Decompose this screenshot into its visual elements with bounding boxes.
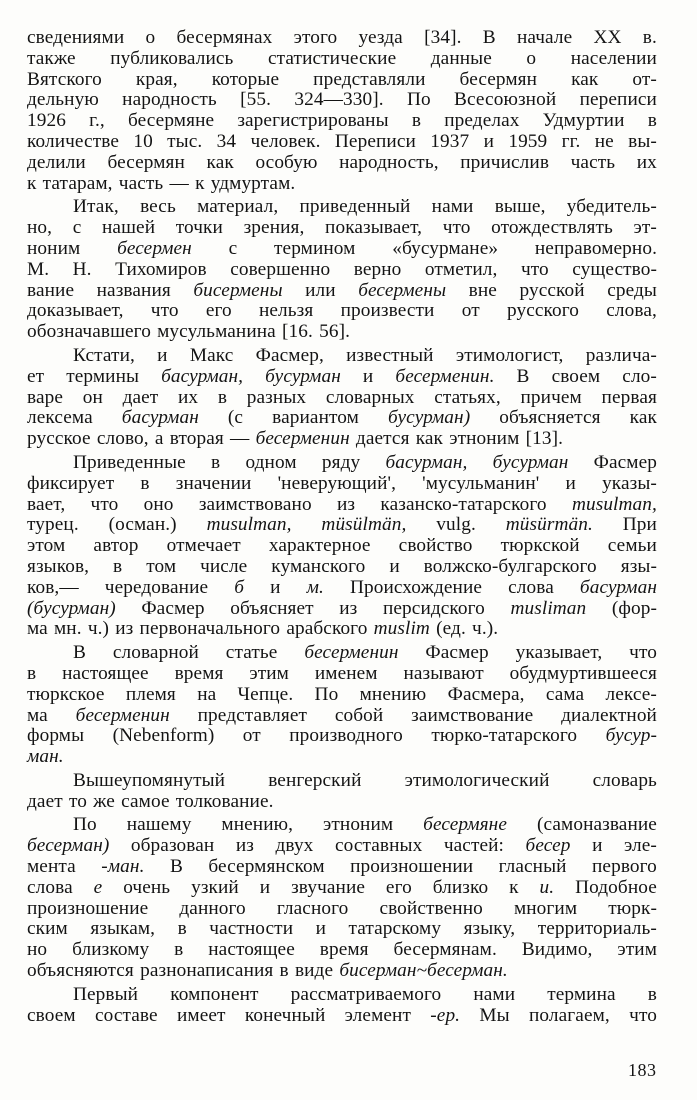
text-line: языков, в том числе куманского и волжско-булгарского язы- — [27, 555, 657, 577]
text-line: в настоящее время этим именем называют обудмуртившееся — [27, 662, 657, 684]
text-line: ским языкам, в частности и татарскому языку, территориаль- — [27, 918, 657, 940]
text-line: своем составе имеет конечный элемент -ер. Мы полагаем, что — [27, 1004, 657, 1026]
text-line: Кстати, и Макс Фасмер, известный этимологист, различа- — [73, 344, 657, 366]
text-line: произношение данного гласного свойственно многим тюрк- — [27, 897, 657, 919]
text-line: сведениями о бесермянах этого уезда [34]. В начале XX в. — [27, 27, 657, 48]
text-line: Вятского края, которые представляли бесермян как от- — [27, 68, 657, 90]
text-line: ет термины басурман, бусурман и бесерменин. В своем сло- — [27, 365, 657, 387]
text-line: обозначавшего мусульманина [16. 56]. — [27, 321, 351, 343]
text-line: формы (Nebenform) от производного тюрко-татарского бусур- — [27, 725, 657, 747]
text-line: Приведенные в одном ряду басурман, бусурман Фасмер — [73, 451, 657, 473]
text-line: но, с нашей точки зрения, показывает, что отождествлять эт- — [27, 217, 657, 239]
text-line: дельную народность [55. 324—330]. По Всесоюзной переписи — [27, 89, 657, 111]
text-line: к татарам, часть — к удмуртам. — [27, 172, 296, 194]
text-line: вает, что оно заимствовано из казанско-татарского musulman, — [27, 493, 657, 515]
text-line: М. Н. Тихомиров совершенно верно отметил, что существо- — [27, 258, 657, 280]
text-line: слова е очень узкий и звучание его близко к и. Подобное — [27, 876, 657, 898]
text-line: (бусурман) Фасмер объясняет из персидского musliman (фор- — [27, 597, 657, 619]
text-line: тюркское племя на Чепце. По мнению Фасмера, сама лексе- — [27, 683, 657, 705]
text-line: также публиковались статистические данные о населении — [27, 47, 657, 69]
text-line: фиксирует в значении 'неверующий', 'мусульманин' и указы- — [27, 472, 657, 494]
text-line: 1926 г., бесермяне зарегистрированы в пределах Удмуртии в — [27, 110, 657, 132]
text-line: количестве 10 тыс. 34 человек. Переписи 1937 и 1959 гг. не вы- — [27, 130, 657, 152]
page-number: 183 — [628, 1060, 657, 1080]
body-text — [27, 28, 657, 1026]
text-line: ма бесерменин представляет собой заимствование диалектной — [27, 704, 657, 726]
text-line: Итак, весь материал, приведенный нами выше, убедитель- — [73, 196, 657, 218]
text-line: делили бесермян как особую народность, причислив часть их — [27, 151, 657, 173]
text-line: бесерман) образован из двух составных частей: бесер и эле- — [27, 835, 657, 857]
text-line: вание названия бисермены или бесермены вне русской среды — [27, 279, 657, 301]
text-line: этом автор отмечает характерное свойство тюркской семьи — [27, 535, 657, 557]
text-line: объясняются разнонаписания в виде бисерман~бесерман. — [27, 960, 508, 982]
text-line: По нашему мнению, этноним бесермяне (самоназвание — [73, 814, 657, 836]
text-line: но близкому в настоящее время бесермянам. Видимо, этим — [27, 939, 657, 961]
text-line: ков,— чередование б и м. Происхождение слова басурман — [27, 576, 657, 598]
text-line: ма мн. ч.) из первоначального арабского muslim (ед. ч.). — [27, 618, 499, 640]
text-line: доказывает, что его нельзя произвести от русского слова, — [27, 300, 657, 322]
text-line: варе он дает их в разных словарных статьях, причем первая — [27, 386, 657, 408]
text-line: В словарной статье бесерменин Фасмер указывает, что — [73, 642, 657, 664]
text-line: мента -ман. В бесермянском произношении гласный первого — [27, 856, 657, 878]
text-line: Первый компонент рассматриваемого нами термина в — [73, 983, 657, 1005]
text-line: дает то же самое толкование. — [27, 790, 274, 812]
text-line: ноним бесермен с термином «бусурмане» неправомерно. — [27, 237, 657, 259]
text-line: ман. — [27, 746, 64, 768]
text-line: лексема басурман (с вариантом бусурман) объясняется как — [27, 407, 657, 429]
text-line: турец. (осман.) musulman, müsülmän, vulg. müsürmän. При — [27, 514, 657, 536]
text-line: Вышеупомянутый венгерский этимологический словарь — [73, 769, 657, 791]
text-line: русское слово, а вторая — бесерменин дается как этноним [13]. — [27, 428, 564, 450]
